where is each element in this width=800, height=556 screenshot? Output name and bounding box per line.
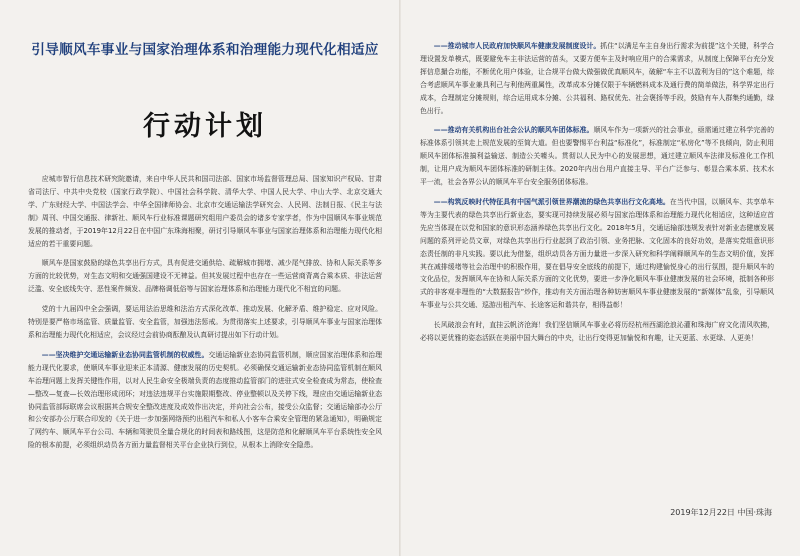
action-item-2 — [420, 40, 774, 117]
background-paragraph: 顺风车是国家鼓励的绿色共享出行方式，具有促进交通供给、疏解城市拥堵、减少尾气排放、协和人际关系等多方面的比较优势，对生态文明和交通强国建设不无裨益。但其发展过程中也存在一些运营商背离合乘本质、非法运营泛滥、安全底线失守、恶性案件频发、品牌格调低俗等与国家治理体系和治理能力现代化不相宜的问题。 — [28, 259, 382, 294]
context-paragraph: 党的十九届四中全会强调，要运用法治思维和法治方式深化改革、推动发展、化解矛盾、维护稳定、应对风险。特别是要严格市场监管、质量监管、安全监管，加强违法惩戒。为贯彻落实上述要求，引导顺风车事业与国家治理体系和治理能力现代化相适应，会议经过会前协商酝酿及认真研讨提出如下行动计划。 — [28, 305, 382, 339]
action-item-4-body: 在当代中国，以顺风车、共享单车等为主要代表的绿色共享出行新业态，要实现可持续发展必须与国家治理体系和治理能力现代化相适应，这种适应首先应当体现在以党和国家的意识形态涵养绿色共享出行文化。2018年5月，交通运输部违规发表针对新业态健康发展问题的系列评论员文章，对绿色共享出行行业起到了政治引领、业务把脉、文化固本的良好功效，是落实党组意识形态责任制的非凡实践。要以此为借鉴，组织动员各方面力量进一步深入研究和科学阐释顺风车的生态文明价值，发挥其在减排缓堵等社会治理中的积极作用，要在倡导安全底线的前提下，通过构建愉悦身心的出行氛围，提升顺风车的文化品位，发挥顺风车在协和人际关系方面的文化优势，要进一步净化顺风车事业健康发展的社会环境，抵制各种形式的非客观非理性的“大数据报告”炒作，推动有关方面治理各种妨害顺风车事业健康发展的“新媒体”乱象，引导顺风车事业与公共交通、巡游出租汽车、长途客运和谐共存，相得益彰！ — [420, 197, 774, 310]
closing-paragraph: 长风破浪会有时，直挂云帆济沧海！我们坚信顺风车事业必将历经杭州西湖沧浪沁灌和珠海广府文化清风吹拂，必将以更优雅的姿态活跃在美丽中国大舞台的中央，让出行变得更加愉悦和有趣，让天更蓝、水更绿、人更美！ — [420, 321, 774, 343]
document-subtitle: 引导顺风车事业与国家治理体系和治理能力现代化相适应 — [31, 42, 379, 58]
action-item-3-body: 顺风车作为一项新兴的社会事业，亟需通过建立科学完善的标准体系引领其走上规范发展的至简大道。但也要警惕平台利益“标准化”，标准制定“私房化”等不良倾向，防止利用顺风车团体标准搞利益输送、制造公关噱头。贯彻以人民为中心的发展思想，通过建立顺风车法律及标准化工作机制，让用户成为顺风车团体标准的研制主体。2020年内出台用户直接主导、平台广泛参与、彰显合乘本质、技术水平一流，社会各界公认的顺风车平台安全服务团体标准。 — [420, 126, 775, 187]
right-page — [400, 0, 800, 556]
action-item-2-body: 抓住“以满足车主自身出行需求为前提”这个关键，科学合理设置发单模式，既要避免车主非法运营的苗头，又要方便车主及时响应用户的合乘需求，从制度上保障平台充分发挥信息撮合功能，不断优化用户体验，让合规平台做大做强做优真顺风车，破解“车主不以盈利为目的”这个难题，综合考虑顺风车事业兼具利己与利他两重属性，改革成本分摊仅限于车辆燃料成本及通行费的简单做法，科学界定出行成本，合理制定分摊规则，综合运用成本分摊、公共福利、路权优先、社会褒扬等手段，鼓励有车人群集约通勤，绿色出行。 — [420, 42, 774, 115]
action-item-4-heading: ——构筑反映时代特征具有中国气派引领世界潮流的绿色共享出行文化高地。 — [433, 197, 670, 206]
action-item-1-heading: ——坚决维护交通运输新业态协同监管机制的权威性。 — [41, 350, 209, 359]
action-item-1 — [28, 349, 382, 452]
action-item-1-body: 交通运输新业态协同监管机制，顺应国家治理体系和治理能力现代化要求，使顺风车事业迎来正本清源、健康发展的历史契机。必须确保交通运输新业态协同监管机制在顺风车治理问题上发挥关键性作用，以对人民生命安全极端负责的态度推动监管部门的进驻式安全检查成为常态，使检查—整改—复查—长效治理形成闭环；对违法违规平台实施限期整改、停业整顿以及关停下线，理应由交通运输新业态协同监管部际联席会议根据其合规安全整改进度及成效作出决定，并向社会公布，接受公众监督；交通运输部办公厅和公安部办公厅联合印发的《关于进一步加强网络预约出租汽车和私人小客车合乘安全管理的紧急通知》，明确规定了网约车、顺风车平台公司、车辆和驾驶员全量合规化的时间表和路线图，这是防范和化解顺风车平台系统性安全风险的根本前提，必须组织动员各方面力量监督相关平台企业执行到位，从根本上消除安全隐患。 — [28, 350, 383, 450]
signoff-date: 2019年12月22日 — [670, 508, 735, 518]
signoff — [654, 507, 772, 520]
action-item-3 — [420, 124, 774, 189]
signoff-place: 中国·珠海 — [737, 508, 772, 518]
action-item-4 — [420, 196, 774, 312]
document-title: 行动计划 — [143, 111, 267, 142]
action-item-2-heading: ——推动城市人民政府加快顺风车健康发展制度设计。 — [433, 42, 601, 50]
intro-paragraph: 应城市智行信息技术研究院邀请，来自中华人民共和国司法部、国家市场监督管理总局、国家知识产权局、甘肃省司法厅、中共中央党校（国家行政学院）、中国社会科学院、清华大学、中国人民大学、中山大学、北京交通大学、广东财经大学、中国法学会、中华全国律师协会、北京市交通运输法学研究会、人民网、法制日报、《民主与法制》周刊、中国交通报、律新社、顺风车行业标准课题研究组用户委员会的诸多专家学者，作为中国顺风车事业规范发展的推动者，于2019年12月22日在中国广东珠海相聚，研讨引导顺风车事业与国家治理体系和治理能力现代化相适应的若干重要问题。 — [28, 175, 382, 248]
action-item-3-heading: ——推动有关机构出台社会公认的顺风车团体标准。 — [433, 126, 594, 135]
